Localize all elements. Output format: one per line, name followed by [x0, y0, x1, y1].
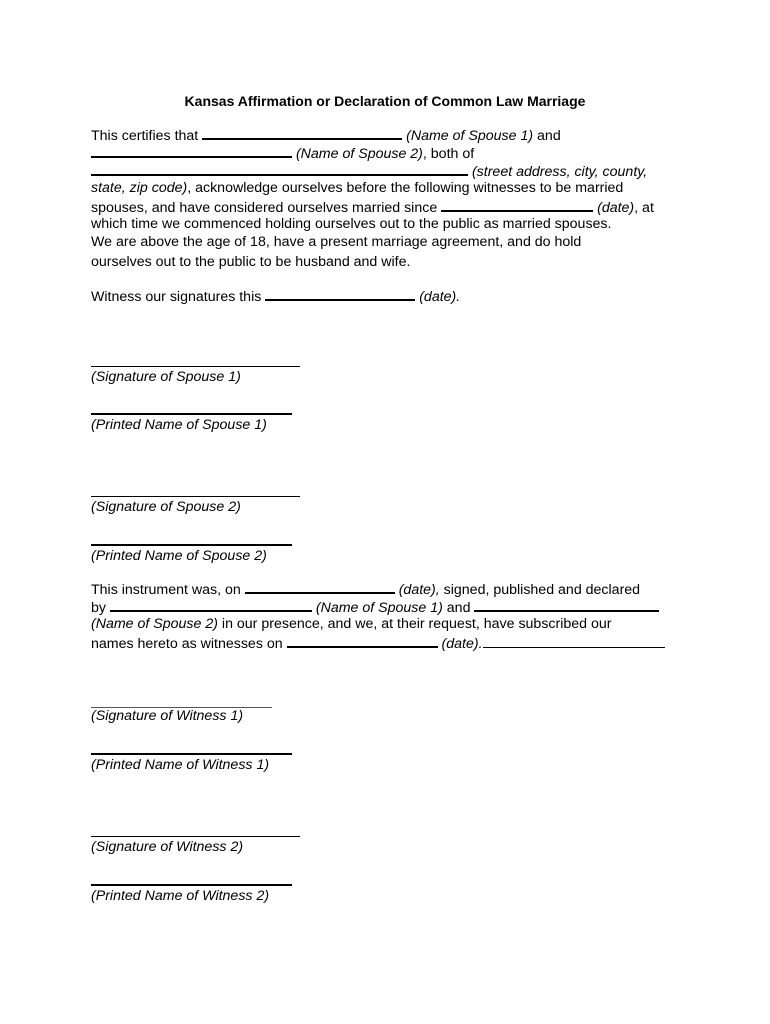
para1-line6: which time we commenced holding ourselves out to the public as married spouses.	[91, 216, 612, 232]
document-title: Kansas Affirmation or Declaration of Common Law Marriage	[184, 93, 586, 109]
para2-line1: This instrument was, on (date), signed, published and declared	[91, 579, 640, 599]
para1-line7: We are above the age of 18, have a present marriage agreement, and do hold	[91, 234, 582, 250]
witness-spouse2-name-blank[interactable]	[474, 597, 659, 612]
spouse1-signature-caption: (Signature of Spouse 1)	[91, 369, 241, 385]
instrument-date-blank[interactable]	[245, 579, 395, 594]
para1-line3: (street address, city, county,	[91, 161, 647, 181]
spouse2-printed-name-line[interactable]	[91, 544, 292, 546]
para2-line3: (Name of Spouse 2) in our presence, and we, at their request, have subscribed our	[91, 616, 612, 632]
spouse2-name-blank[interactable]	[91, 143, 292, 158]
witness2-signature-caption: (Signature of Witness 2)	[91, 839, 244, 855]
witness-signatures-line: Witness our signatures this (date).	[91, 286, 460, 306]
witness-date-blank[interactable]	[287, 633, 438, 648]
spouse1-printed-name-caption: (Printed Name of Spouse 1)	[91, 417, 267, 433]
trailing-blank[interactable]	[483, 634, 665, 648]
address-blank[interactable]	[91, 161, 468, 176]
witness1-printed-name-line[interactable]	[91, 753, 292, 755]
witness1-printed-name-caption: (Printed Name of Witness 1)	[91, 757, 270, 773]
para1-line2: (Name of Spouse 2), both of	[91, 143, 474, 163]
witness2-printed-name-caption: (Printed Name of Witness 2)	[91, 888, 270, 904]
witness2-signature-line[interactable]	[91, 836, 300, 837]
witness-spouse1-name-blank[interactable]	[110, 597, 312, 612]
witness1-signature-caption: (Signature of Witness 1)	[91, 708, 244, 724]
spouse2-signature-caption: (Signature of Spouse 2)	[91, 499, 241, 515]
para1-line8: ourselves out to the public to be husband and wife.	[91, 254, 411, 270]
spouse1-printed-name-line[interactable]	[91, 413, 292, 415]
para2-line4: names hereto as witnesses on (date).	[91, 633, 665, 653]
para1-line4: state, zip code), acknowledge ourselves before the following witnesses to be married	[91, 180, 624, 196]
witness2-printed-name-line[interactable]	[91, 884, 292, 886]
para2-line2: by (Name of Spouse 1) and	[91, 597, 659, 617]
married-since-date-blank[interactable]	[441, 197, 593, 212]
spouse2-printed-name-caption: (Printed Name of Spouse 2)	[91, 548, 267, 564]
signature-date-blank[interactable]	[265, 286, 415, 301]
para1-line1: This certifies that (Name of Spouse 1) and	[91, 125, 561, 145]
para1-line5: spouses, and have considered ourselves married since (date), at	[91, 197, 654, 217]
spouse1-signature-line[interactable]	[91, 366, 300, 367]
spouse1-name-blank[interactable]	[202, 125, 402, 140]
spouse2-signature-line[interactable]	[91, 496, 300, 497]
